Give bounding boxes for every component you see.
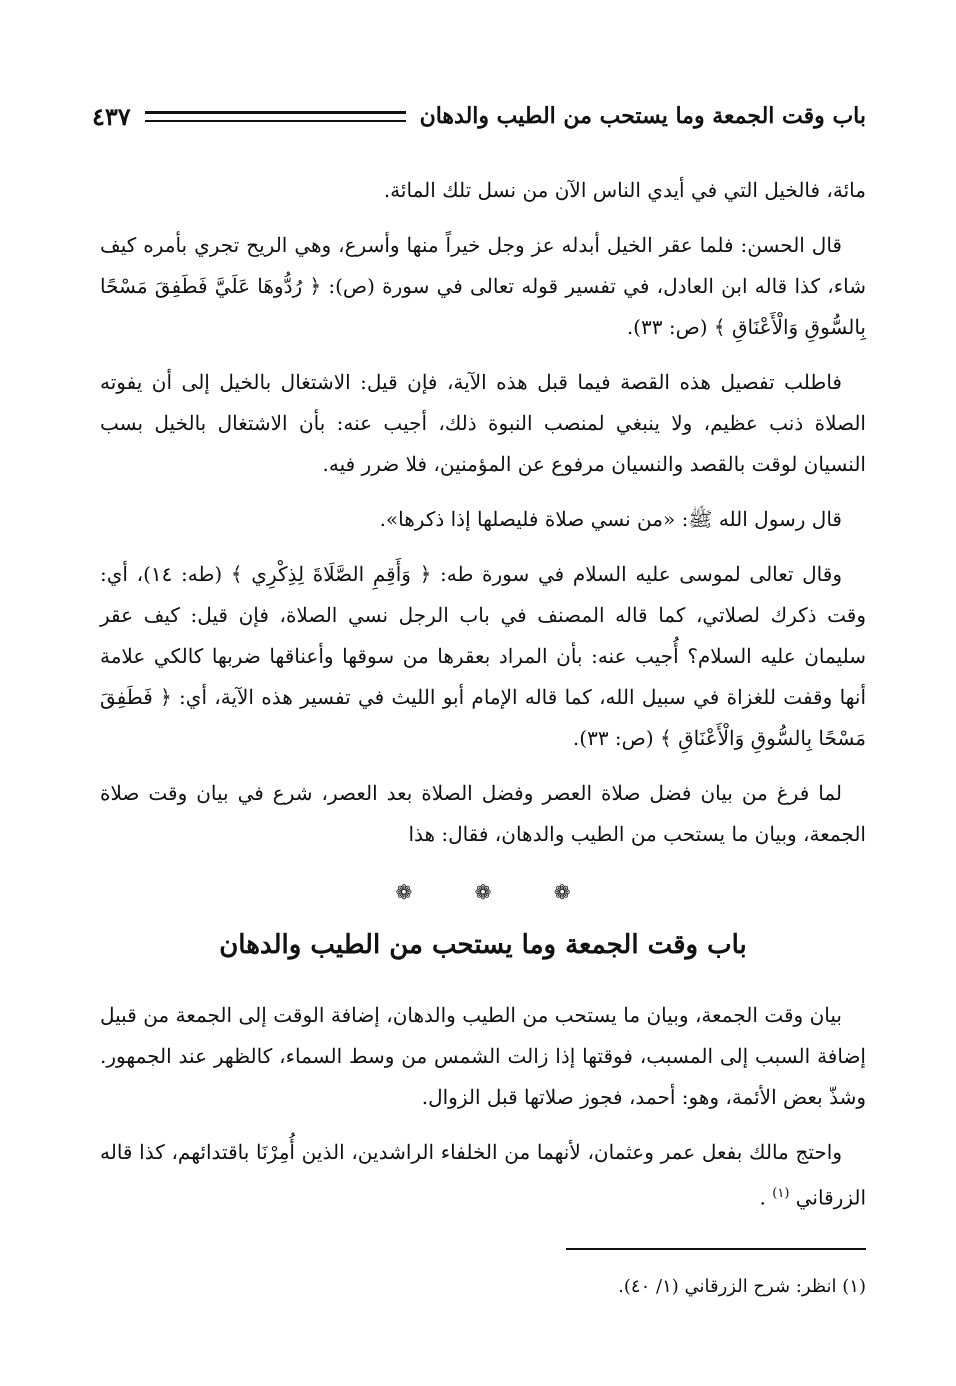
header-rule xyxy=(145,111,406,122)
separator-ornament: ❁ xyxy=(395,880,413,904)
paragraph-7: بيان وقت الجمعة، وبيان ما يستحب من الطيب والدهان، إضافة الوقت إلى الجمعة من قبيل إضافة السبب إلى المسبب، فوقتها إذا زالت الشمس من وسط السماء، كالظهر عند الجمهور. وشذّ بعض الأئمة، وهو: أحمد، فجوز صلاتها قبل الزوال. xyxy=(100,1003,866,1109)
separator-ornament: ❁ xyxy=(474,880,492,904)
paragraph-8-text: واحتج مالك بفعل عمر وعثمان، لأنهما من الخلفاء الراشدين، الذين أُمِرْنَا باقتدائهم، كذا قاله الزرقاني xyxy=(100,1140,866,1210)
paragraph-2: قال الحسن: فلما عقر الخيل أبدله عز وجل خيراً منها وأسرع، وهي الريح تجري بأمره كيف شاء، كذا قاله ابن العادل، في تفسير قوله تعالى في سورة (ص): ﴿ رُدُّوهَا عَلَيَّ فَطَفِقَ مَسْحًا بِالسُّوقِ وَالْأَعْنَاقِ ﴾ (ص: ٣٣). xyxy=(100,233,866,339)
footnote-divider xyxy=(566,1248,866,1250)
page-number: ٤٣٧ xyxy=(92,101,131,131)
running-header-title: باب وقت الجمعة وما يستحب من الطيب والدهان xyxy=(419,103,866,129)
running-header xyxy=(92,96,866,136)
section-title: باب وقت الجمعة وما يستحب من الطيب والدهان xyxy=(219,930,747,960)
body-text xyxy=(100,170,866,1233)
paragraph-8-end: . xyxy=(759,1185,766,1210)
paragraph-6: لما فرغ من بيان فضل صلاة العصر وفضل الصلاة بعد العصر، شرع في بيان وقت صلاة الجمعة، وبيان ما يستحب من الطيب والدهان، فقال: هذا xyxy=(100,781,866,846)
separator-ornament: ❁ xyxy=(553,880,571,904)
paragraph-1: مائة، فالخيل التي في أيدي الناس الآن من نسل تلك المائة. xyxy=(383,178,866,202)
paragraph-4: قال رسول الله ﷺ: «من نسي صلاة فليصلها إذا ذكرها». xyxy=(379,507,842,531)
paragraph-8 xyxy=(100,1132,866,1219)
paragraph-5: وقال تعالى لموسى عليه السلام في سورة طه: ﴿ وَأَقِمِ الصَّلَاةَ لِذِكْرِي ﴾ (طه: ١٤)، أي: وقت ذكرك لصلاتي، كما قاله المصنف في باب الرجل نسي الصلاة، فإن قيل: كيف عقر سليمان عليه السلام؟ أُجيب عنه: بأن المراد بعقرها من سوقها وأعناقها ضربها كالكي علامة أنها وقفت للغزاة في سبيل الله، كما قاله الإمام أبو الليث في تفسير هذه الآية، أي: ﴿ فَطَفِقَ مَسْحًا بِالسُّوقِ وَالْأَعْنَاقِ ﴾ (ص: ٣٣). xyxy=(100,562,866,750)
paragraph-3: فاطلب تفصيل هذه القصة فيما قبل هذه الآية، فإن قيل: الاشتغال بالخيل إلى أن يفوته الصلاة ذنب عظيم، ولا ينبغي لمنصب النبوة ذلك، أجيب عنه: بأن الاشتغال بالخيل بسب النسيان لوقت بالقصد والنسيان مرفوع عن المؤمنين، فلا ضرر فيه. xyxy=(100,370,866,476)
footnote: (١) انظر: شرح الزرقاني (١/ ٤٠). xyxy=(618,1276,866,1297)
footnote-reference: (١) xyxy=(772,1186,790,1201)
section-separator xyxy=(100,877,866,907)
